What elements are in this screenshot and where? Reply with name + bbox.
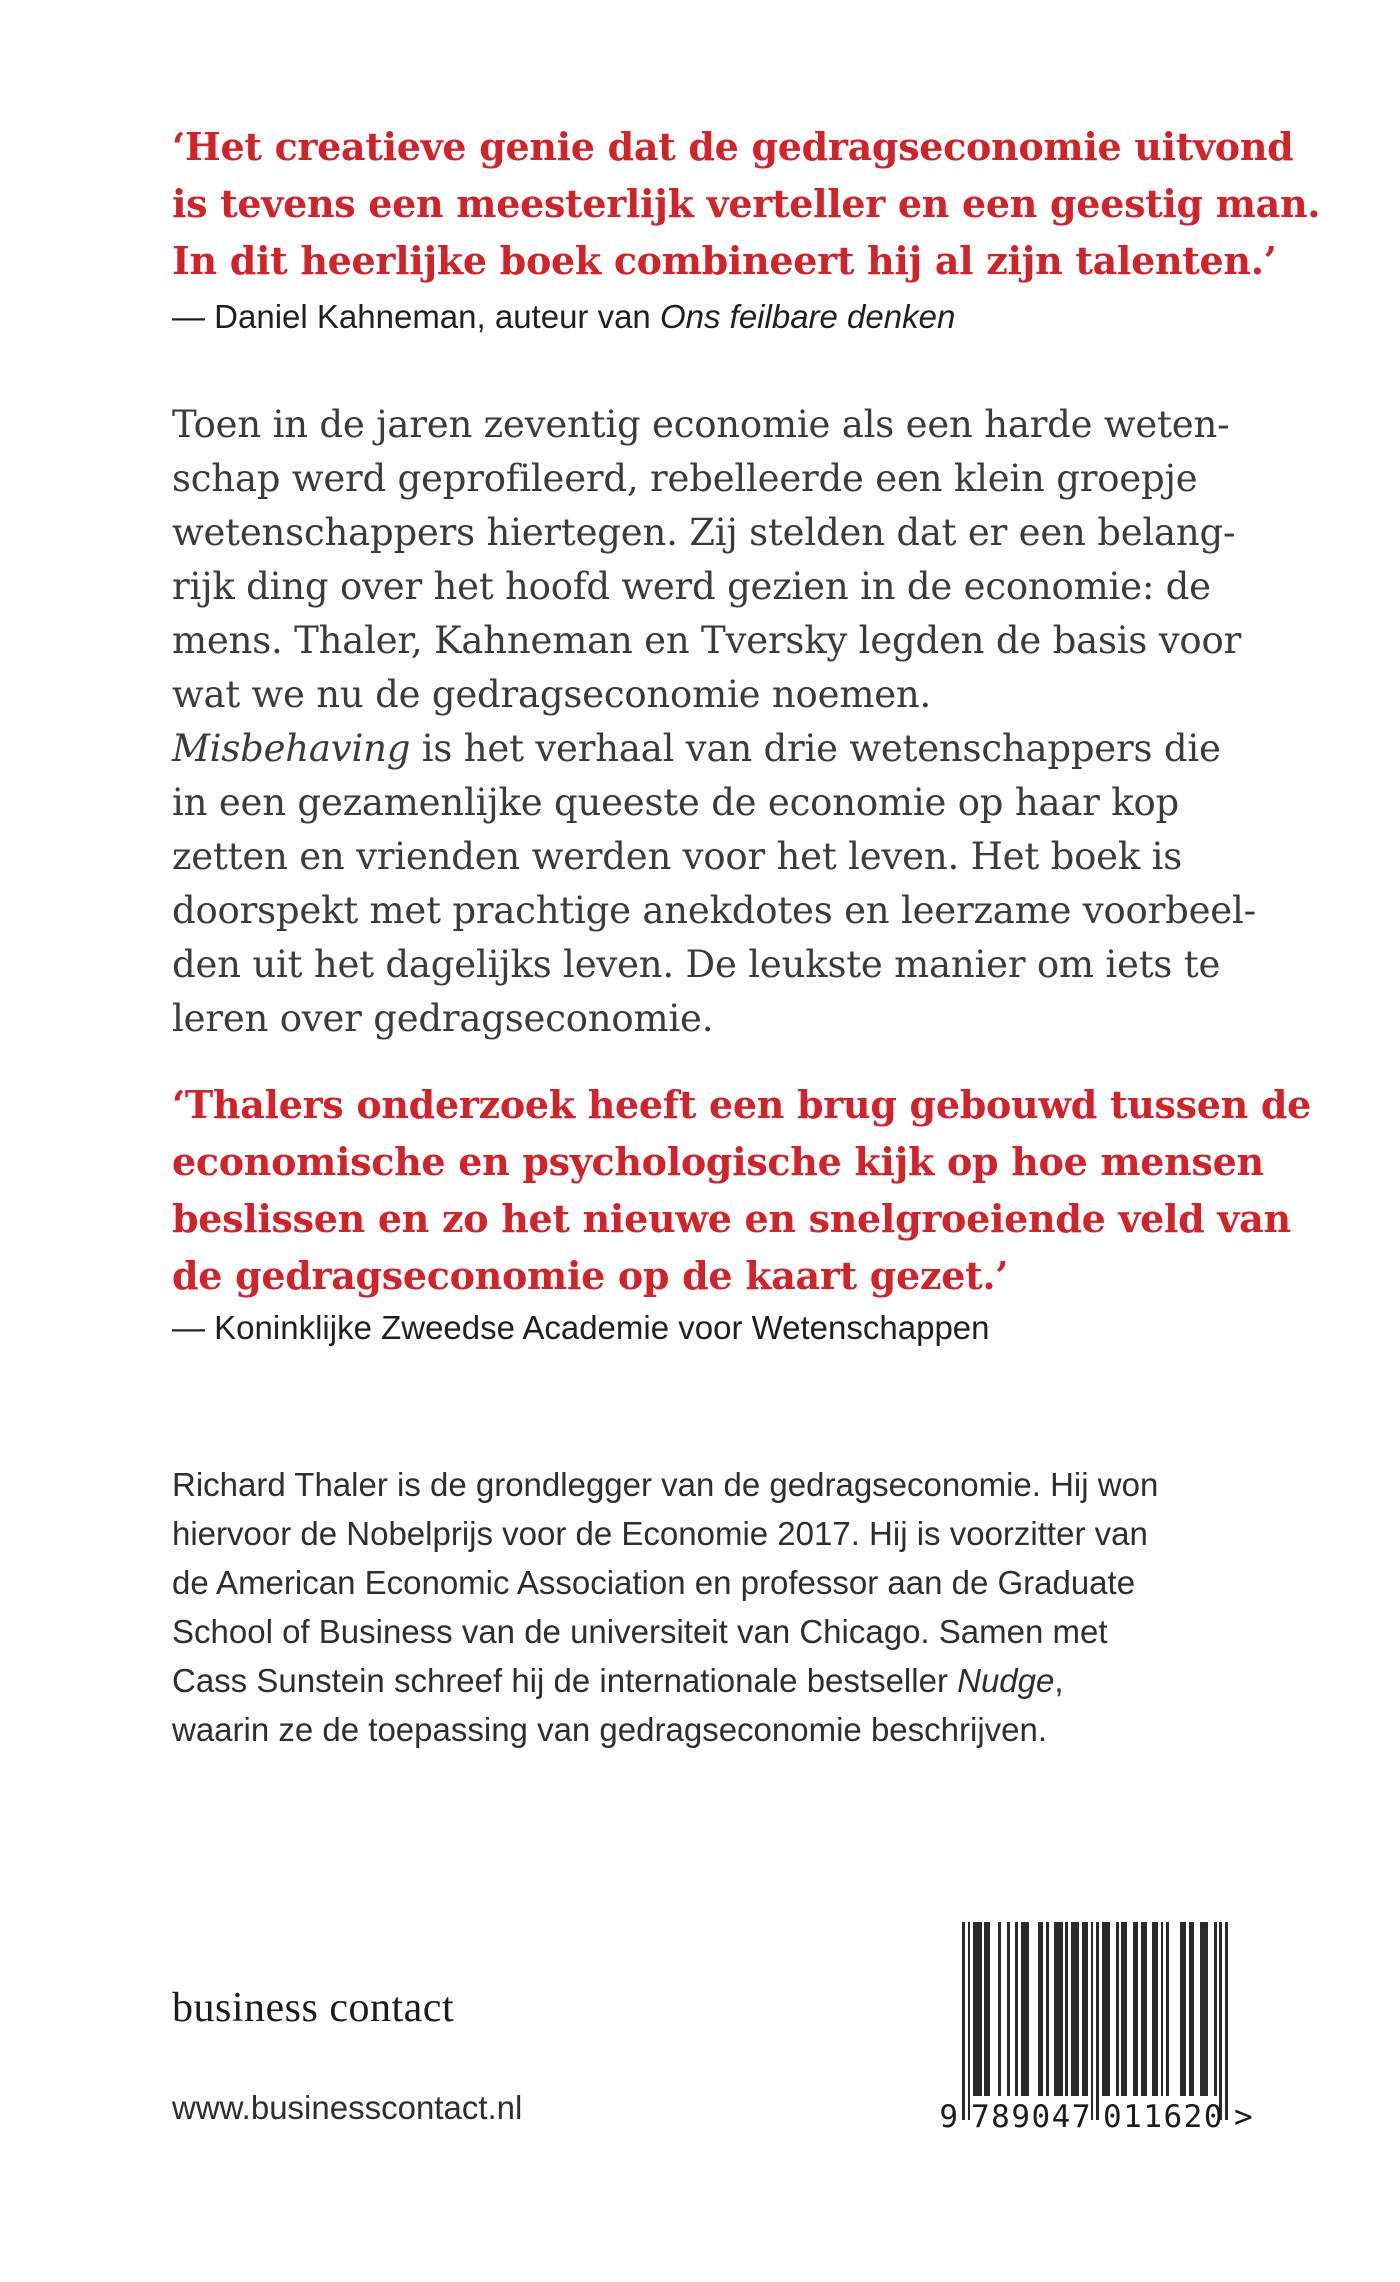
barcode-digit-first: 9 xyxy=(939,2099,958,2135)
text-line: School of Business van de universiteit van Chicago. Samen met xyxy=(172,1613,1108,1650)
text-line: Cass Sunstein schreef hij de internationale bestseller Nudge, xyxy=(172,1662,1064,1699)
text-line: beslissen en zo het nieuwe en snelgroeiende veld van xyxy=(172,1196,1291,1241)
quote-kahneman xyxy=(172,118,1320,289)
publisher-logo: business contact xyxy=(172,1985,455,2031)
text-line: rijk ding over het hoofd werd gezien in de economie: de xyxy=(172,565,1211,608)
quote-swedish-academy xyxy=(172,1076,1311,1304)
text-line: zetten en vrienden werden voor het leven. Het boek is xyxy=(172,835,1183,878)
text-line: wetenschappers hiertegen. Zij stelden dat er een belang- xyxy=(172,511,1236,554)
text-line: schap werd geprofileerd, rebelleerde een klein groepje xyxy=(172,457,1198,500)
text-line: In dit heerlijke boek combineert hij al zijn talenten.’ xyxy=(172,238,1277,283)
quote-kahneman-attribution xyxy=(172,295,955,339)
text-line: in een gezamenlijke queeste de economie op haar kop xyxy=(172,781,1180,824)
barcode-digit-group-right: 011620 xyxy=(1103,2099,1224,2135)
text-line: den uit het dagelijks leven. De leukste manier om iets te xyxy=(172,943,1221,986)
barcode-bars xyxy=(962,1922,1262,2120)
barcode-arrow: > xyxy=(1234,2099,1253,2135)
text-line: Misbehaving is het verhaal van drie wetenschappers die xyxy=(172,727,1221,770)
text-line: wat we nu de gedragseconomie noemen. xyxy=(172,673,932,716)
text-line: economische en psychologische kijk op hoe mensen xyxy=(172,1139,1264,1184)
text-line: de American Economic Association en professor aan de Graduate xyxy=(172,1564,1136,1601)
text-line: — Daniel Kahneman, auteur van Ons feilbare denken xyxy=(172,298,956,335)
barcode-numbers xyxy=(939,2098,1262,2138)
text-line: de gedragseconomie op de kaart gezet.’ xyxy=(172,1253,1009,1298)
publisher-website: www.businesscontact.nl xyxy=(172,2089,523,2126)
text-line: leren over gedragseconomie. xyxy=(172,997,714,1040)
isbn-barcode xyxy=(939,1922,1262,2142)
text-line: ‘Het creatieve genie dat de gedragseconomie uitvond xyxy=(172,124,1294,169)
text-line: Richard Thaler is de grondlegger van de gedragseconomie. Hij won xyxy=(172,1466,1159,1503)
text-line: is tevens een meesterlijk verteller en een geestig man. xyxy=(172,181,1321,226)
text-line: — Koninklijke Zweedse Academie voor Wetenschappen xyxy=(172,1309,990,1346)
text-line: ‘Thalers onderzoek heeft een brug gebouwd tussen de xyxy=(172,1082,1312,1127)
barcode-digit-group-left: 789047 xyxy=(971,2099,1092,2135)
quote-swedish-academy-attribution xyxy=(172,1306,990,1350)
text-line: mens. Thaler, Kahneman en Tversky legden de basis voor xyxy=(172,619,1242,662)
book-description xyxy=(172,398,1256,1046)
text-line: hiervoor de Nobelprijs voor de Economie 2017. Hij is voorzitter van xyxy=(172,1515,1148,1552)
text-line: doorspekt met prachtige anekdotes en leerzame voorbeel- xyxy=(172,889,1256,932)
text-line: waarin ze de toepassing van gedragseconomie beschrijven. xyxy=(172,1711,1048,1748)
text-line: Toen in de jaren zeventig economie als een harde weten- xyxy=(172,403,1230,446)
author-bio xyxy=(172,1460,1158,1754)
